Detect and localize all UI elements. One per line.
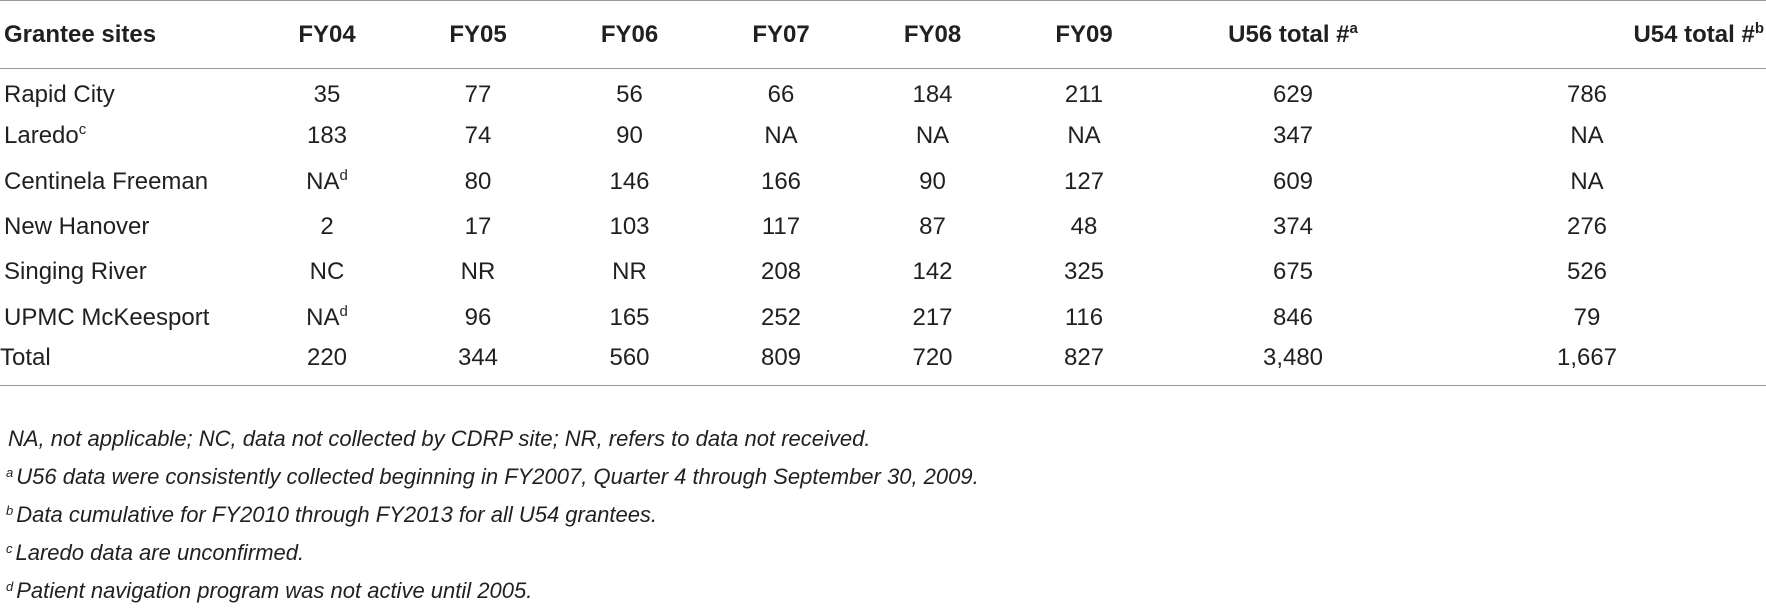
table-row xyxy=(0,250,1766,295)
grantee-site-cell: Total xyxy=(0,340,270,385)
value-cell: 252 xyxy=(760,303,802,331)
footnote-mark: a xyxy=(6,465,14,480)
table-row xyxy=(0,69,1766,114)
value-cell: NR xyxy=(612,258,647,286)
value-cell: 183 xyxy=(306,122,348,150)
value-cell: 146 xyxy=(609,167,650,195)
value-cell: 56 xyxy=(616,81,643,109)
footnote-text: Laredo data are unconfirmed. xyxy=(15,540,305,565)
value-cell: 560 xyxy=(572,340,687,385)
value-cell: 629 xyxy=(1272,81,1314,109)
value-cell: 48 xyxy=(1070,213,1098,241)
header-fy09: FY09 xyxy=(990,1,1178,69)
value-cell: 276 xyxy=(1566,213,1608,241)
value-cell: 17 xyxy=(464,213,492,241)
header-fy07: FY07 xyxy=(687,1,875,69)
header-u56-total: U56 total #$^a$ xyxy=(1178,1,1408,69)
value-cell: 809 xyxy=(687,340,875,385)
value-cell: 90 xyxy=(919,167,946,195)
footnote-mark: b xyxy=(6,503,14,518)
grantee-site-cell: Singing River xyxy=(4,258,147,286)
value-cell: 217 xyxy=(912,303,953,331)
value-cell: 127 xyxy=(1063,167,1105,195)
value-cell: NA xyxy=(1570,122,1604,150)
footnote-mark: c xyxy=(6,541,13,556)
value-cell: NA xyxy=(764,122,798,150)
value-cell: 35 xyxy=(313,81,341,109)
grantee-site-cell: Rapid City xyxy=(4,81,115,109)
value-cell: 1,667 xyxy=(1408,340,1766,385)
footnote-d xyxy=(0,572,1766,610)
grantee-site-cell: Centinela Freeman xyxy=(4,167,209,195)
header-fy04: FY04 xyxy=(270,1,384,69)
value-cell: NA xyxy=(1067,122,1101,150)
value-cell: 347 xyxy=(1272,122,1314,150)
value-cell: 827 xyxy=(990,340,1178,385)
table-row xyxy=(0,159,1766,204)
table-row xyxy=(0,114,1766,159)
footnote-text: Patient navigation program was not active until 2005. xyxy=(16,578,533,603)
table-notes xyxy=(0,420,1766,610)
value-cell: $NA^d$ xyxy=(306,302,348,331)
value-cell: 846 xyxy=(1272,303,1314,331)
value-cell: 675 xyxy=(1272,258,1314,286)
value-cell: 166 xyxy=(760,167,802,195)
value-cell: 87 xyxy=(919,213,946,241)
value-cell: 325 xyxy=(1063,258,1105,286)
value-cell: 374 xyxy=(1272,213,1314,241)
grantee-site-cell: Laredo$^c$ xyxy=(4,121,87,150)
footnote-c xyxy=(0,534,1766,572)
value-cell: 96 xyxy=(464,303,492,331)
header-fy06: FY06 xyxy=(572,1,687,69)
table-row xyxy=(0,204,1766,249)
header-u54-total: U54 total #$^b$ xyxy=(1408,1,1766,69)
value-cell: 526 xyxy=(1566,258,1608,286)
value-cell: 116 xyxy=(1064,303,1104,331)
grantee-site-cell: UPMC McKeesport xyxy=(4,303,210,331)
value-cell: 90 xyxy=(616,122,643,150)
value-cell: 3,480 xyxy=(1178,340,1408,385)
value-cell: 80 xyxy=(464,167,492,195)
header-fy08: FY08 xyxy=(875,1,990,69)
value-cell: 786 xyxy=(1566,81,1608,109)
value-cell: 208 xyxy=(760,258,802,286)
footnote-mark: d xyxy=(6,579,14,594)
value-cell: $NA^d$ xyxy=(306,166,348,195)
value-cell: 220 xyxy=(270,340,384,385)
footnote-a xyxy=(0,458,1766,496)
footnote-text: Data cumulative for FY2010 through FY2013 for all U54 grantees. xyxy=(16,502,658,527)
value-cell: 117 xyxy=(761,213,801,241)
value-cell: 344 xyxy=(384,340,572,385)
abbreviations-note: NA, not applicable; NC, data not collected by CDRP site; NR, refers to data not received. xyxy=(8,426,871,451)
value-cell: 74 xyxy=(464,122,492,150)
table-row xyxy=(0,295,1766,340)
value-cell: 211 xyxy=(1064,81,1104,109)
header-grantee-sites: Grantee sites xyxy=(0,1,270,69)
value-cell: 165 xyxy=(609,303,650,331)
value-cell: 79 xyxy=(1573,303,1601,331)
footnote-b xyxy=(0,496,1766,534)
value-cell: 103 xyxy=(609,213,650,241)
value-cell: 720 xyxy=(875,340,990,385)
value-cell: 66 xyxy=(767,81,795,109)
value-cell: NA xyxy=(915,122,950,150)
header-fy05: FY05 xyxy=(384,1,572,69)
footnote-text: U56 data were consistently collected beginning in FY2007, Quarter 4 through September 30, 2009. xyxy=(16,464,979,489)
table-header-row xyxy=(0,1,1766,69)
value-cell: 142 xyxy=(912,258,953,286)
footnote-list xyxy=(0,458,1766,610)
value-cell: NA xyxy=(1570,167,1604,195)
value-cell: 609 xyxy=(1272,167,1314,195)
grantee-site-cell: New Hanover xyxy=(4,213,150,241)
value-cell: 2 xyxy=(320,213,334,241)
value-cell: NR xyxy=(460,258,496,286)
total-row xyxy=(0,340,1766,385)
value-cell: 184 xyxy=(912,81,953,109)
value-cell: NC xyxy=(309,258,345,286)
value-cell: 77 xyxy=(464,81,492,109)
